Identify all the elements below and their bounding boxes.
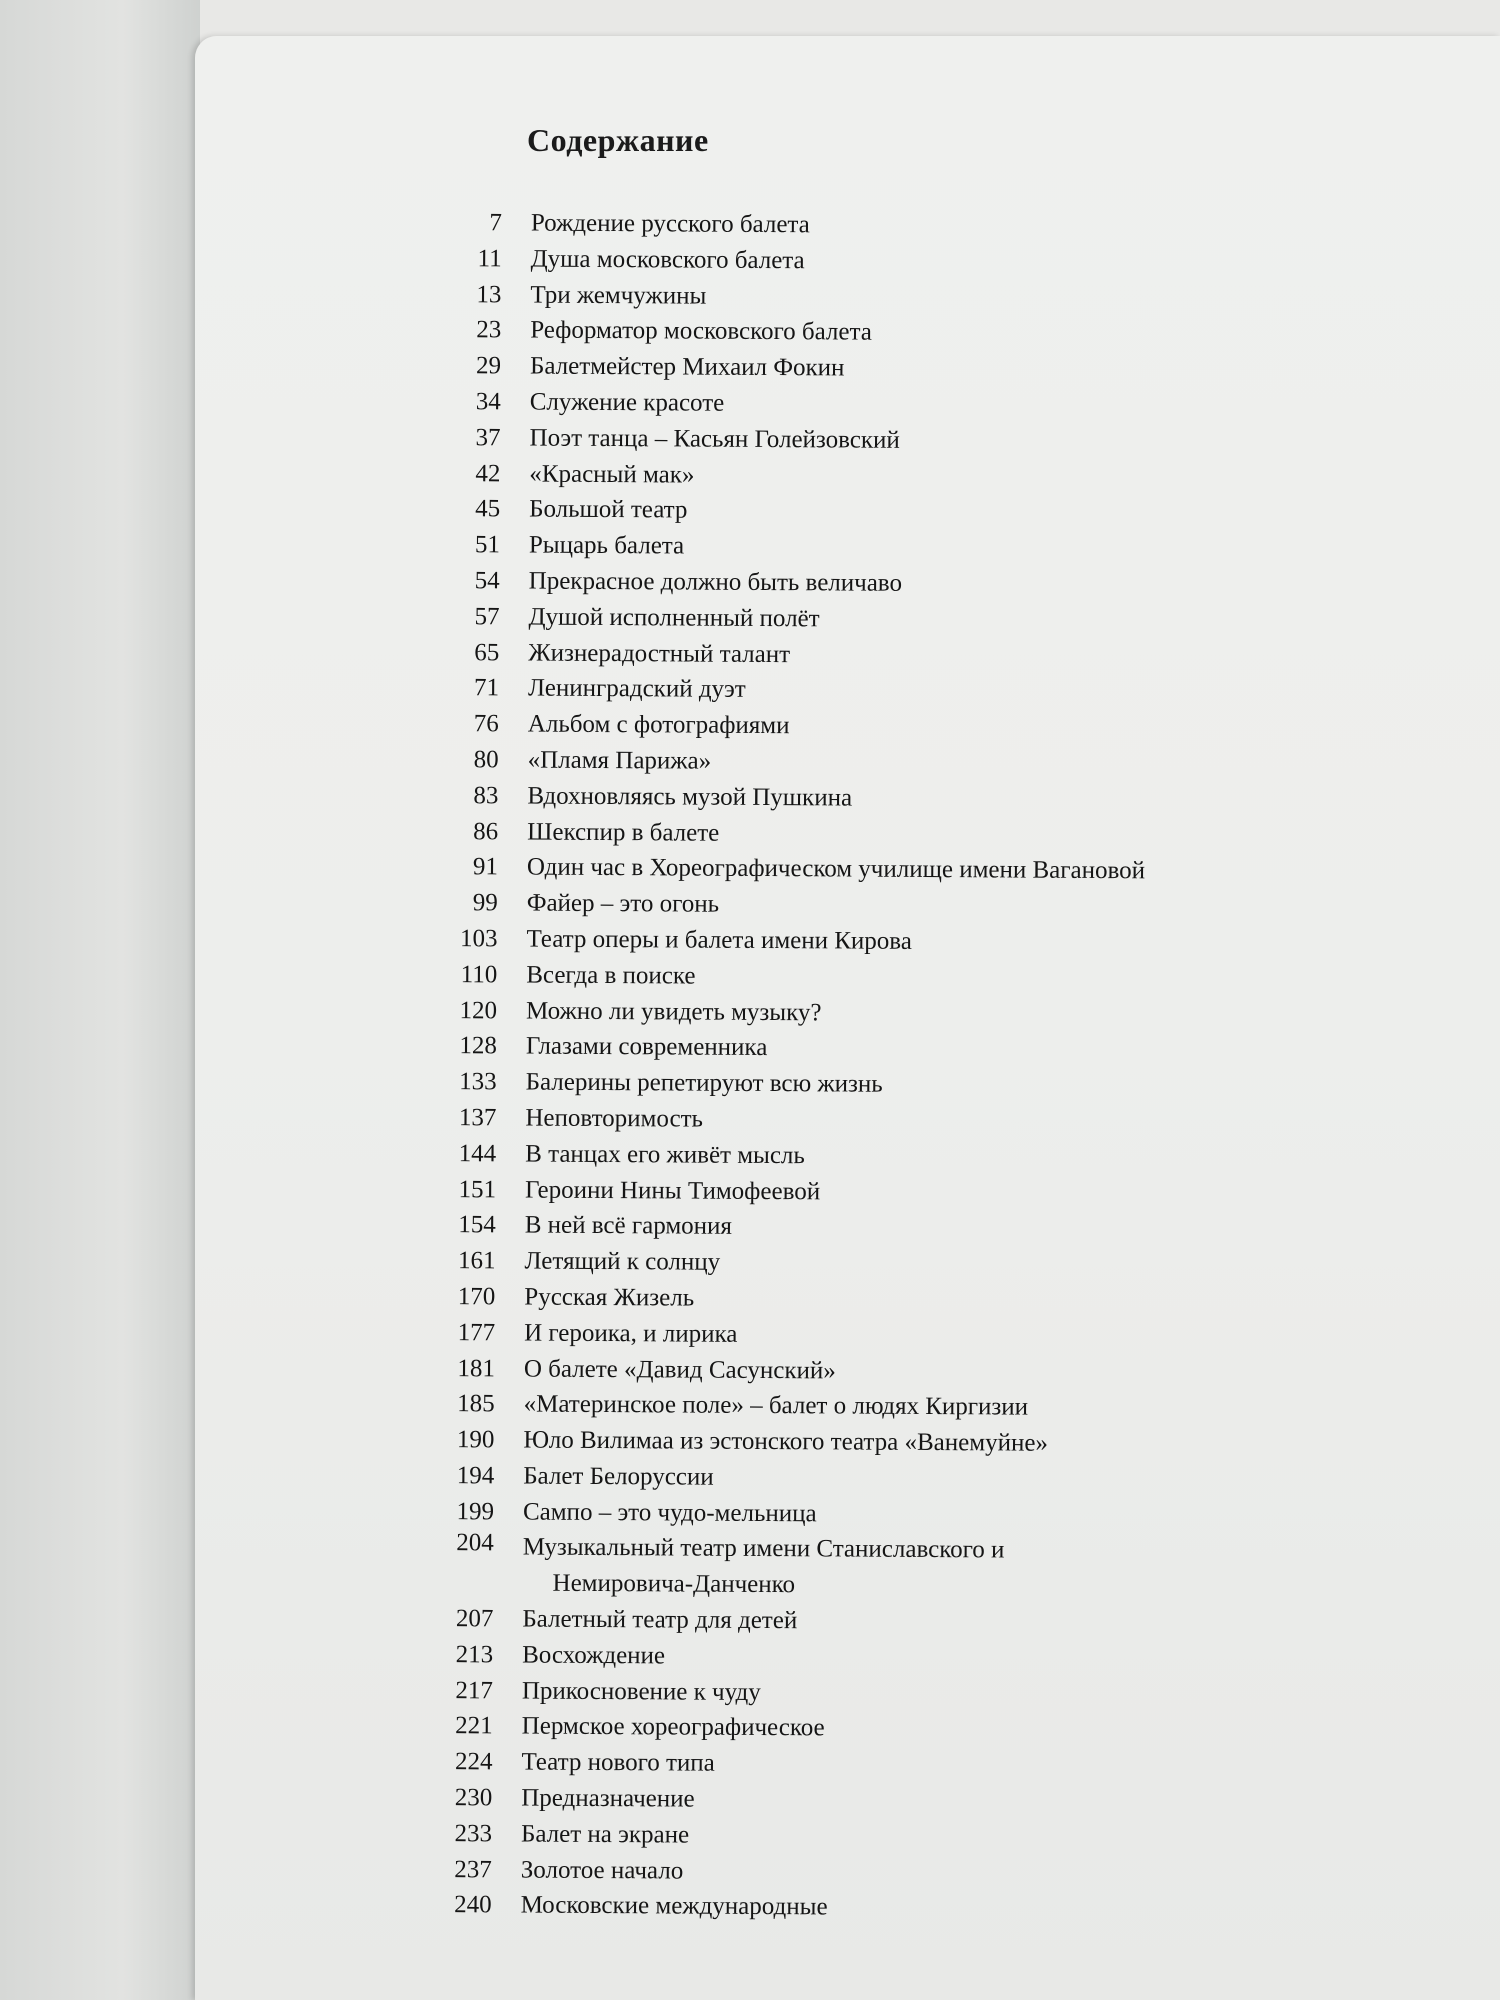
toc-entry <box>433 1315 1383 1357</box>
toc-entry-title <box>529 564 903 602</box>
toc-page-number: 23 <box>476 316 502 344</box>
toc-entry-title-text: Балетмейстер Михаил Фокин <box>529 352 845 382</box>
toc-page-number: 45 <box>475 495 501 523</box>
toc-entry-title-text: Сампо – это чудо-мельница <box>522 1498 817 1528</box>
toc-entry <box>439 348 1389 390</box>
toc-entry-title-text: Прекрасное должно быть величаво <box>528 567 903 597</box>
toc-entry-title <box>529 456 694 493</box>
toc-entry-title-text: Балет Белоруссии <box>523 1462 714 1491</box>
toc-entry-title <box>522 1709 825 1747</box>
toc-entry-title-text: Театр нового типа <box>521 1748 715 1777</box>
toc-entry-title <box>526 957 695 994</box>
page-title: Содержание <box>527 122 709 158</box>
toc-page-number: 110 <box>460 960 498 989</box>
toc-entry <box>437 670 1387 712</box>
toc-entry-title <box>529 492 688 529</box>
toc-page-number: 86 <box>473 817 499 845</box>
toc-entry <box>440 241 1390 283</box>
toc-entry-title <box>526 1029 768 1066</box>
toc-entry <box>434 1136 1384 1178</box>
toc-entry-title <box>527 814 719 851</box>
toc-entry-title <box>521 1888 828 1926</box>
toc-entry-title <box>524 1244 720 1281</box>
toc-entry-title-text: Прикосновение к чуду <box>521 1677 761 1706</box>
toc-entry <box>430 1816 1380 1858</box>
toc-page-number: 213 <box>455 1640 494 1669</box>
table-of-contents <box>430 205 1390 1929</box>
toc-entry <box>435 957 1385 999</box>
toc-page-number: 120 <box>459 996 498 1024</box>
toc-entry-title-text: Героини Нины Тимофеевой <box>524 1176 821 1205</box>
toc-page-number: 217 <box>455 1676 494 1705</box>
toc-page-number: 240 <box>454 1891 492 1919</box>
toc-entry <box>440 205 1390 247</box>
toc-page-number: 37 <box>475 424 501 452</box>
toc-entry-title <box>525 1208 732 1245</box>
toc-entry-title <box>531 206 810 243</box>
toc-entry <box>432 1494 1382 1536</box>
toc-entry-title-text: Неповторимость <box>525 1104 704 1133</box>
toc-entry-title-text: В танцах его живёт мысль <box>525 1140 805 1169</box>
left-page-margin <box>0 0 205 2000</box>
toc-entry-title <box>521 1745 715 1782</box>
toc-entry <box>436 778 1386 820</box>
toc-page-number: 80 <box>473 746 499 774</box>
toc-entry-title <box>528 599 819 637</box>
toc-entry <box>433 1243 1383 1285</box>
toc-entry-title <box>522 1602 797 1639</box>
toc-entry-title-text: Балерины репетируют всю жизнь <box>525 1068 883 1098</box>
toc-entry <box>433 1279 1383 1321</box>
toc-entry-title-text: Один час в Хореографическом училище имени Вагановой <box>526 853 1146 885</box>
toc-entry <box>435 993 1385 1035</box>
toc-entry <box>436 814 1386 856</box>
toc-entry-title-text: Юло Вилимаа из эстонского театра «Ванемуйне» <box>523 1426 1049 1457</box>
toc-entry <box>435 921 1385 963</box>
toc-entry-title <box>523 1458 714 1495</box>
toc-entry <box>438 420 1388 462</box>
toc-entry-title <box>523 1494 817 1532</box>
toc-entry <box>437 635 1387 677</box>
toc-entry <box>435 1028 1385 1070</box>
toc-entry <box>439 384 1389 426</box>
toc-page-number: 230 <box>454 1784 493 1812</box>
toc-entry <box>432 1458 1382 1500</box>
toc-entry-title <box>522 1673 761 1710</box>
toc-page-number: 99 <box>472 889 498 917</box>
toc-entry-title-text: И героика, и лирика <box>524 1319 738 1348</box>
toc-entry-title-text: Можно ли увидеть музыку? <box>525 997 822 1026</box>
toc-entry <box>438 527 1388 569</box>
toc-page-number: 83 <box>473 781 499 810</box>
toc-page-number: 181 <box>457 1354 495 1382</box>
toc-entry-title-text: Реформатор московского балета <box>530 316 872 347</box>
toc-entry-title <box>531 241 805 278</box>
toc-page-number: 13 <box>476 280 502 308</box>
toc-entry <box>437 599 1387 641</box>
toc-entry-title <box>530 385 725 422</box>
toc-page-number: 11 <box>477 245 502 273</box>
toc-page-number: 154 <box>458 1211 496 1239</box>
toc-entry-title <box>530 349 845 387</box>
toc-entry-title-text: «Красный мак» <box>529 460 695 489</box>
toc-entry <box>431 1673 1381 1715</box>
toc-page-number: 54 <box>474 567 500 595</box>
toc-entry-title <box>524 1315 738 1352</box>
toc-entry <box>431 1708 1381 1750</box>
toc-entry-title-text: Поэт танца – Касьян Голейзовский <box>529 424 900 454</box>
toc-entry-title-text: Душой исполненный полёт <box>528 603 820 633</box>
toc-entry-title-text: Глазами современника <box>525 1032 768 1062</box>
toc-entry-title-text: Служение красоте <box>529 388 725 417</box>
toc-entry-title-text: Золотое начало <box>520 1856 684 1885</box>
toc-page-number: 177 <box>457 1318 496 1347</box>
toc-entry-title <box>526 993 822 1031</box>
toc-page-number: 190 <box>456 1426 495 1454</box>
toc-entry <box>431 1601 1381 1643</box>
toc-page-number: 103 <box>459 925 498 953</box>
toc-entry-title <box>521 1816 689 1853</box>
toc-entry-title-text: Вдохновляясь музой Пушкина <box>527 782 853 812</box>
toc-entry <box>434 1171 1384 1213</box>
toc-entry-title <box>525 1136 805 1174</box>
toc-entry-title-text: Большой театр <box>529 495 688 524</box>
toc-page-number: 170 <box>457 1283 496 1311</box>
toc-entry-title-text: Три жемчужины <box>530 281 707 310</box>
toc-entry <box>430 1887 1380 1929</box>
toc-entry-title <box>522 1530 1004 1605</box>
toc-entry <box>430 1780 1380 1822</box>
toc-page-number: 133 <box>459 1068 497 1096</box>
toc-entry <box>431 1529 1381 1606</box>
toc-entry-title-text: «Материнское поле» – балет о людях Киргизии <box>523 1390 1029 1421</box>
toc-entry-title <box>529 528 684 565</box>
toc-entry-title <box>527 742 711 779</box>
toc-page-number: 76 <box>473 710 499 738</box>
toc-page-number: 221 <box>455 1712 493 1740</box>
toc-page-number: 42 <box>475 459 501 487</box>
toc-entry <box>433 1386 1383 1428</box>
toc-entry-title-text: Балет на экране <box>520 1820 690 1849</box>
toc-entry-title-text: Пермское хореографическое <box>521 1712 825 1742</box>
toc-entry-title <box>522 1637 665 1674</box>
toc-entry-title-text: Балетный театр для детей <box>522 1605 798 1635</box>
toc-entry-title-text: Предназначение <box>521 1784 695 1813</box>
toc-page-number: 194 <box>456 1462 495 1490</box>
toc-page-number: 91 <box>472 853 499 881</box>
toc-entry-title <box>525 1172 820 1210</box>
toc-entry <box>436 849 1386 891</box>
toc-page-number: 7 <box>489 209 502 237</box>
toc-page-number: 199 <box>456 1497 495 1526</box>
toc-page-number: 237 <box>454 1855 492 1884</box>
toc-entry <box>435 1064 1385 1106</box>
toc-entry <box>431 1637 1381 1679</box>
toc-entry-title <box>528 635 790 672</box>
toc-entry-title-text: Летящий к солнцу <box>524 1247 721 1276</box>
toc-entry-title <box>527 886 720 923</box>
toc-entry <box>438 563 1388 605</box>
toc-entry-title <box>521 1781 695 1818</box>
toc-page-number: 224 <box>454 1748 493 1776</box>
toc-entry-title <box>524 1387 1029 1426</box>
toc-entry-title <box>528 671 746 708</box>
toc-entry-title <box>521 1852 684 1889</box>
toc-page-number: 144 <box>458 1139 497 1168</box>
toc-page-number: 151 <box>458 1175 497 1203</box>
toc-entry-title-text: «Пламя Парижа» <box>527 746 712 775</box>
toc-entry <box>433 1350 1383 1392</box>
toc-entry-title-text: Ленинградский дуэт <box>527 674 746 704</box>
toc-entry <box>437 742 1387 784</box>
toc-entry-title <box>530 313 872 351</box>
toc-entry-title-text: Восхождение <box>522 1641 666 1670</box>
toc-page-number: 207 <box>455 1605 494 1633</box>
toc-entry-title <box>524 1279 694 1316</box>
toc-page-number: 34 <box>475 388 501 416</box>
toc-entry <box>434 1207 1384 1249</box>
toc-entry <box>430 1744 1380 1786</box>
toc-entry <box>436 885 1386 927</box>
toc-entry-title <box>529 420 899 458</box>
toc-entry-title-text: В ней всё гармония <box>524 1211 733 1241</box>
toc-entry-title-text: Файер – это огонь <box>526 889 720 918</box>
toc-entry-title-text: Душа московского балета <box>530 245 805 275</box>
toc-entry-title-text: Жизнерадостный талант <box>528 639 791 668</box>
toc-entry <box>439 277 1389 319</box>
toc-entry-title <box>528 707 790 744</box>
toc-page-number: 137 <box>458 1104 497 1132</box>
toc-page-number: 204 <box>456 1529 494 1557</box>
toc-page-number: 128 <box>459 1032 497 1060</box>
toc-entry <box>434 1100 1384 1142</box>
toc-entry-title <box>530 277 706 314</box>
toc-entry-title <box>526 921 912 959</box>
toc-entry-title-text: Рождение русского балета <box>530 209 810 239</box>
toc-page-number: 71 <box>473 674 500 702</box>
toc-entry <box>432 1422 1382 1464</box>
toc-entry-title-continuation: Немировича-Данченко <box>552 1569 796 1599</box>
toc-entry <box>437 706 1387 748</box>
toc-entry-title-text: Театр оперы и балета имени Кирова <box>526 925 913 955</box>
toc-entry-title-text: О балете «Давид Сасунский» <box>523 1355 836 1384</box>
toc-entry-title-text: Альбом с фотографиями <box>527 710 790 740</box>
toc-entry-title <box>523 1423 1048 1462</box>
toc-page-number: 57 <box>474 602 500 631</box>
toc-entry-title-text: Шекспир в балете <box>527 818 720 847</box>
toc-entry-title <box>526 1065 883 1103</box>
toc-entry-title-text: Музыкальный театр имени Станиславского и <box>522 1534 1005 1564</box>
toc-page-number: 65 <box>474 638 500 666</box>
toc-page-number: 29 <box>475 352 502 380</box>
toc-entry-title <box>527 850 1145 890</box>
toc-page-number: 161 <box>457 1247 496 1275</box>
toc-entry-title-text: Московские международные <box>520 1891 828 1921</box>
toc-entry <box>430 1852 1380 1894</box>
toc-entry-title-text: Русская Жизель <box>524 1283 695 1312</box>
toc-page-number: 185 <box>457 1390 495 1418</box>
toc-entry-title-text: Рыцарь балета <box>528 531 685 560</box>
toc-entry <box>438 456 1388 498</box>
toc-entry-title-text: Всегда в поиске <box>526 961 696 990</box>
toc-entry-title <box>527 778 852 816</box>
toc-entry-title <box>525 1100 703 1137</box>
toc-page-number: 233 <box>454 1819 493 1848</box>
toc-entry <box>438 491 1388 533</box>
toc-entry-title <box>524 1351 836 1389</box>
toc-entry <box>439 312 1389 354</box>
toc-page-number: 51 <box>474 531 501 559</box>
